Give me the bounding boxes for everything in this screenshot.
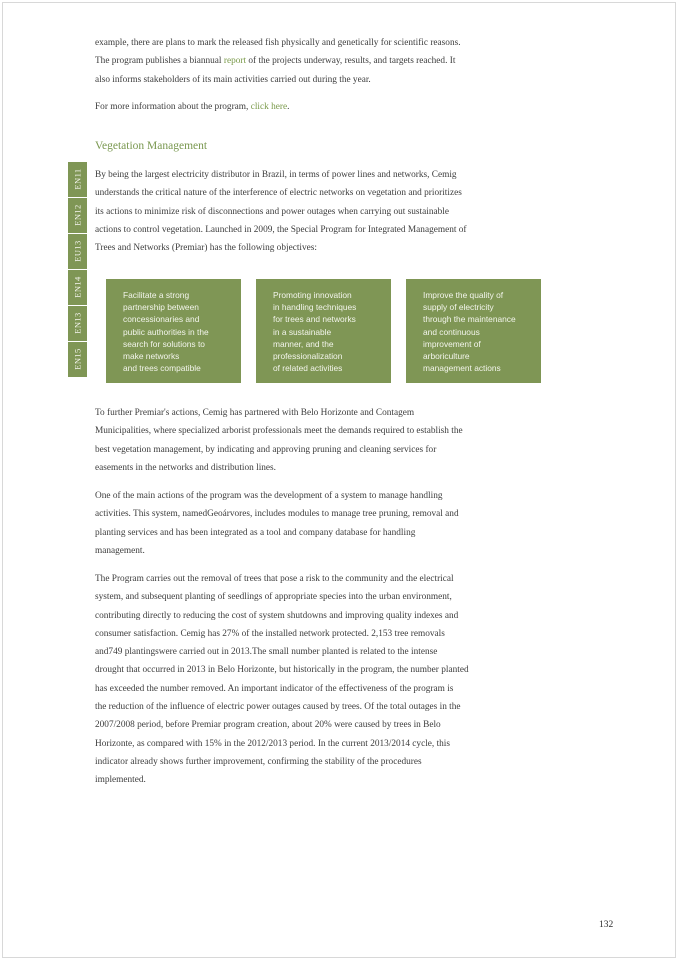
text-line: consumer satisfaction. Cemig has 27% of the installed network protected. 2,153 tree removals	[95, 628, 445, 639]
objective-box-2	[256, 279, 391, 383]
tab-en12[interactable]	[68, 198, 87, 233]
more-info-line	[95, 98, 515, 116]
tab-label: EN13	[72, 312, 83, 334]
report-link[interactable]: report	[223, 56, 247, 67]
text-line: and749 plantingswere carried out in 2013.The small number planted is related to the intense	[95, 647, 438, 658]
intro-line-2	[95, 52, 515, 70]
text-line: the reduction of the influence of electric power outages caused by trees. Of the total outages in the	[95, 702, 461, 713]
objective-line: and trees compatible	[123, 363, 201, 374]
objective-line: manner, and the	[273, 338, 334, 349]
click-here-link[interactable]: click here	[250, 102, 288, 112]
objective-line: professionalization	[273, 351, 343, 362]
text-line: contributing directly to reducing the cost of system shutdowns and improving quality indexes and	[95, 610, 459, 621]
objective-line: public authorities in the	[123, 326, 209, 337]
objective-line: concessionaries and	[123, 314, 200, 325]
intro-line-3: also informs stakeholders of its main activities carried out during the year.	[95, 74, 371, 85]
text-line: The Program carries out the removal of trees that pose a risk to the community and the electrical	[95, 574, 454, 584]
objective-line: arboriculture	[423, 351, 470, 362]
objective-line: partnership between	[123, 302, 199, 313]
text-line: easements in the networks and distribution lines.	[95, 462, 276, 473]
text-line: drought that occurred in 2013 in Belo Horizonte, but historically in the program, the number planted	[95, 665, 469, 676]
objective-line: of related activities	[273, 363, 343, 374]
tab-label: EN14	[72, 276, 83, 298]
objective-line: supply of electricity	[423, 302, 494, 313]
objective-line: and continuous	[423, 326, 480, 337]
intro-line-1: example, there are plans to mark the released fish physically and genetically for scientific reasons.	[95, 38, 461, 48]
objective-line: Facilitate a strong	[123, 290, 190, 300]
objective-line: in handling techniques	[273, 302, 357, 313]
vegetation-intro-paragraph	[95, 166, 515, 257]
intro-line-2-text: The program publishes a biannual	[95, 56, 222, 67]
tab-en15[interactable]	[68, 342, 87, 377]
removal-paragraph	[95, 570, 515, 790]
text-line: To further Premiar's actions, Cemig has partnered with Belo Horizonte and Contagem	[95, 408, 415, 418]
text-line: One of the main actions of the program was the development of a system to manage handling	[95, 491, 443, 501]
tab-en14[interactable]	[68, 270, 87, 305]
text-line: By being the largest electricity distributor in Brazil, in terms of power lines and networks, Cemig	[95, 170, 457, 180]
tab-en11[interactable]	[68, 162, 87, 197]
page-number: 132	[599, 920, 614, 930]
objective-line: through the maintenance	[423, 314, 516, 325]
more-info-text: For more information about the program,	[95, 102, 249, 112]
tab-label: EU13	[72, 240, 83, 262]
text-line: indicator already shows further improvement, confirming the stability of the procedures	[95, 756, 422, 767]
objective-line: Improve the quality of	[423, 290, 504, 300]
text-line: system, and subsequent planting of seedlings of appropriate species into the urban environment,	[95, 592, 452, 603]
text-line: actions to control vegetation. Launched in 2009, the Special Program for Integrated Management of	[95, 224, 467, 235]
text-line: management.	[95, 545, 145, 556]
text-line: 2007/2008 period, before Premiar program creation, about 20% were caused by trees in Belo	[95, 720, 441, 731]
text-line: Trees and Networks (Premiar) has the following objectives:	[95, 243, 317, 254]
objective-line: search for solutions to	[123, 338, 205, 349]
tab-eu13[interactable]	[68, 234, 87, 269]
tab-label: EN12	[72, 204, 83, 226]
objective-line: make networks	[123, 351, 180, 362]
more-info	[95, 98, 515, 116]
intro-paragraph	[95, 34, 515, 89]
partnership-paragraph	[95, 404, 515, 477]
objective-line: Promoting innovation	[273, 290, 352, 300]
objective-box-1	[106, 279, 241, 383]
intro-line-2-rest: of the projects underway, results, and targets reached. It	[248, 56, 456, 67]
objective-line: improvement of	[423, 338, 481, 349]
text-line: planting services and has been integrated as a tool and company database for handling	[95, 527, 416, 538]
tab-en13[interactable]	[68, 306, 87, 341]
text-line: has exceeded the number removed. An important indicator of the effectiveness of the program is	[95, 683, 454, 694]
objective-line: for trees and networks	[273, 314, 356, 325]
text-line: implemented.	[95, 775, 146, 786]
tab-label: EN11	[72, 168, 83, 190]
tab-label: EN15	[72, 348, 83, 370]
text-line: Municipalities, where specialized arborist professionals meet the demands required to establish the	[95, 426, 463, 437]
text-line: best vegetation management, by indicating and approving pruning and cleaning services for	[95, 444, 437, 455]
objective-line: in a sustainable	[273, 326, 332, 337]
text-line: Horizonte, as compared with 15% in the 2012/2013 period. In the current 2013/2014 cycle, this	[95, 738, 451, 749]
section-title: Vegetation Management	[95, 140, 208, 152]
objective-line: management actions	[423, 363, 501, 374]
text-line: activities. This system, namedGeoárvores, includes modules to manage tree pruning, removal and	[95, 509, 459, 520]
more-info-period: .	[287, 102, 290, 112]
indicator-tabs	[68, 162, 87, 378]
objective-box-3	[406, 279, 541, 383]
text-line: its actions to minimize risk of disconnections and power outages when carrying out sustainable	[95, 206, 449, 217]
geoarvores-paragraph	[95, 487, 515, 560]
text-line: understands the critical nature of the interference of electric networks on vegetation and prioritizes	[95, 188, 462, 199]
